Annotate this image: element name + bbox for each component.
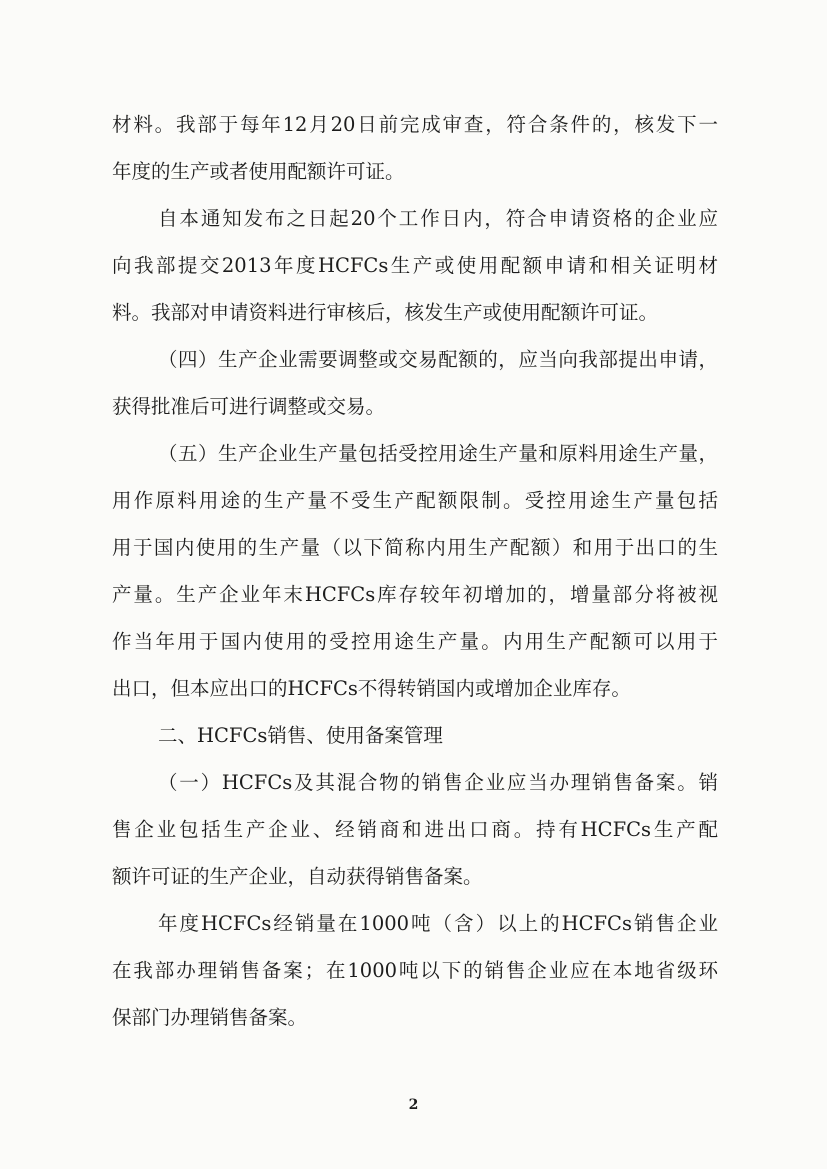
- text-line: 额许可证的生产企业，自动获得销售备案。: [112, 865, 483, 888]
- paragraph-first-line: （四）生产企业需要调整或交易配额的，应当向我部提出申请，: [158, 348, 718, 371]
- text-line: 产量。生产企业年末HCFCs库存较年初增加的，增量部分将被视: [112, 583, 718, 606]
- text-line: 料。我部对申请资料进行审核后，核发生产或使用配额许可证。: [112, 301, 659, 324]
- text-line: 作当年用于国内使用的受控用途生产量。内用生产配额可以用于: [112, 630, 718, 653]
- text-line: 用于国内使用的生产量（以下简称内用生产配额）和用于出口的生: [112, 536, 718, 559]
- text-line: 出口，但本应出口的HCFCs不得转销国内或增加企业库存。: [112, 677, 631, 700]
- section-heading: 二、HCFCs销售、使用备案管理: [158, 724, 443, 747]
- text-line: 向我部提交2013年度HCFCs生产或使用配额申请和相关证明材: [112, 254, 718, 277]
- text-line: 年度的生产或者使用配额许可证。: [112, 160, 405, 183]
- text-line: 在我部办理销售备案；在1000吨以下的销售企业应在本地省级环: [112, 959, 718, 982]
- paragraph-first-line: （五）生产企业生产量包括受控用途生产量和原料用途生产量，: [158, 442, 718, 465]
- paragraph-first-line: 自本通知发布之日起20个工作日内，符合申请资格的企业应: [158, 207, 718, 230]
- page-number: 2: [408, 1097, 419, 1113]
- text-line: 获得批准后可进行调整或交易。: [112, 395, 386, 418]
- text-line: 售企业包括生产企业、经销商和进出口商。持有HCFCs生产配: [112, 818, 718, 841]
- paragraph-first-line: 年度HCFCs经销量在1000吨（含）以上的HCFCs销售企业: [158, 912, 718, 935]
- text-line: 用作原料用途的生产量不受生产配额限制。受控用途生产量包括: [112, 489, 718, 512]
- paragraph-first-line: （一）HCFCs及其混合物的销售企业应当办理销售备案。销: [158, 771, 718, 794]
- text-line: 保部门办理销售备案。: [112, 1006, 308, 1029]
- text-line: 材料。我部于每年12月20日前完成审查，符合条件的，核发下一: [112, 113, 718, 136]
